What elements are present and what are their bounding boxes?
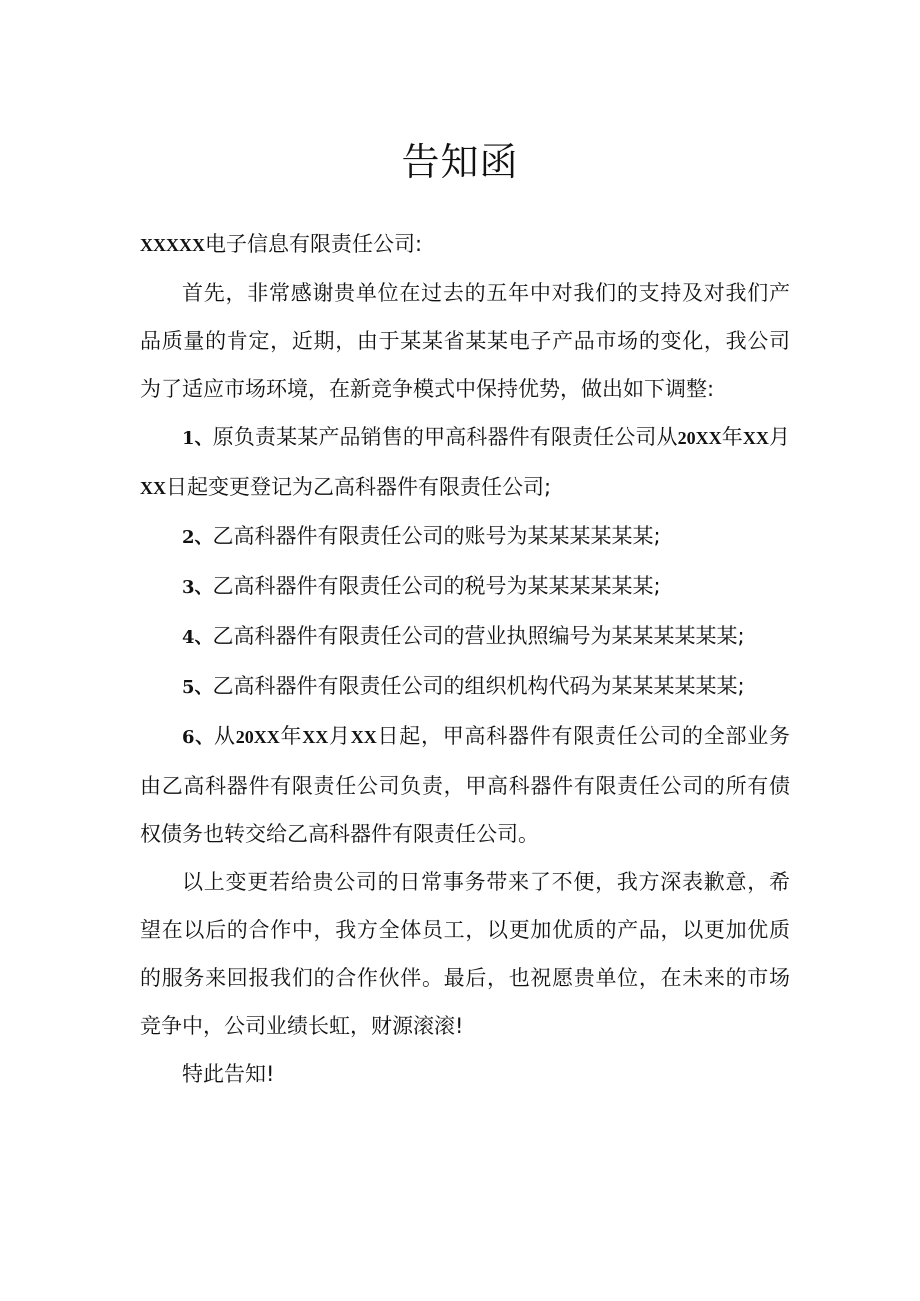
list-item: 6、从20XX年XX月XX日起，甲高科器件有限责任公司的全部业务由乙高科器件有限责任公司负责，甲高科器件有限责任公司的所有债权债务也转交给乙高科器件有限责任公司。 xyxy=(140,724,791,846)
document-title: 告知函 xyxy=(401,140,519,184)
list-item: 2、乙高科器件有限责任公司的账号为某某某某某某; xyxy=(182,524,661,548)
list-item: 3、乙高科器件有限责任公司的税号为某某某某某某; xyxy=(182,574,661,598)
salutation xyxy=(140,220,790,269)
company-code: XXXXX xyxy=(140,235,205,255)
notice-line: 特此告知! xyxy=(182,1062,275,1086)
list-item: 4、乙高科器件有限责任公司的营业执照编号为某某某某某某; xyxy=(182,624,745,648)
list-item: 1、原负责某某产品销售的甲高科器件有限责任公司从20XX年XX月XX日起变更登记为乙高科器件有限责任公司; xyxy=(140,425,791,499)
company-name: 电子信息有限责任公司: xyxy=(205,232,423,256)
intro-paragraph: 首先，非常感谢贵单位在过去的五年中对我们的支持及对我们产品质量的肯定，近期，由于某某省某某电子产品市场的变化，我公司为了适应市场环境，在新竞争模式中保持优势，做出如下调整: xyxy=(140,281,790,401)
letter-body xyxy=(140,220,790,1098)
list-item: 5、乙高科器件有限责任公司的组织机构代码为某某某某某某; xyxy=(182,674,745,698)
closing-paragraph: 以上变更若给贵公司的日常事务带来了不便，我方深表歉意，希望在以后的合作中，我方全体员工，以更加优质的产品，以更加优质的服务来回报我们的合作伙伴。最后，也祝愿贵单位，在未来的市场竞争中，公司业绩长虹，财源滚滚! xyxy=(140,870,790,1038)
